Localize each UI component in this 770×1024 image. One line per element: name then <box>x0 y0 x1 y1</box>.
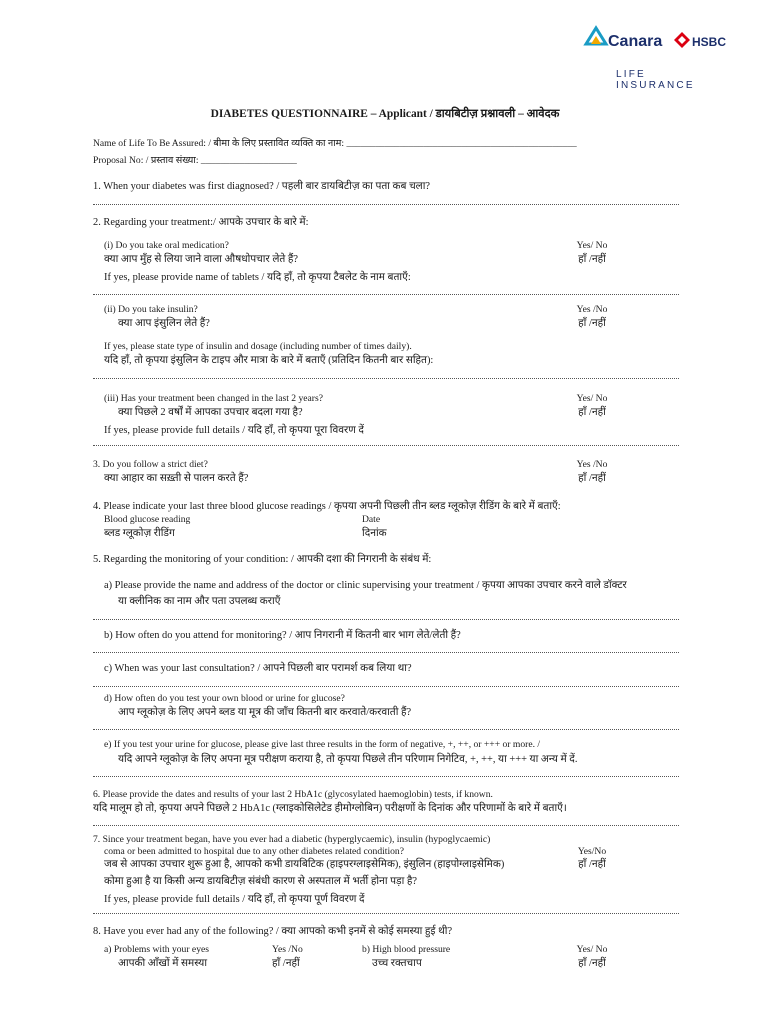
q2-iii-question: (iii) Has your treatment been changed in the last 2 years? <box>104 393 323 404</box>
q8-a-eye-problems: a) Problems with your eyes <box>104 944 209 955</box>
q5-d-answer-line[interactable] <box>93 729 679 730</box>
q8-a-yes-no-hindi[interactable]: हाँ /नहीं <box>272 958 300 969</box>
q5-d-question-hindi: आप ग्लूकोज़ के लिए अपने ब्लड या मूत्र की जाँच कितनी बार करवाते/करवाती हैं? <box>118 707 412 718</box>
canara-hsbc-logo <box>578 22 727 91</box>
q2-ii-question-hindi: क्या आप इंसुलिन लेते हैं? <box>118 318 210 329</box>
q8-question: 8. Have you ever had any of the following? / क्या आपको कभी इनमें से कोई समस्या हुई थी? <box>93 926 453 937</box>
q3-yes-no[interactable]: Yes /No <box>576 459 608 470</box>
q5-e-answer-line[interactable] <box>93 776 679 777</box>
q5-b-answer-line[interactable] <box>93 652 679 653</box>
q2-iii-yes-no[interactable]: Yes/ No <box>576 393 608 404</box>
q7-answer-line[interactable] <box>93 913 679 914</box>
q8-b-yes-no-hindi[interactable]: हाँ /नहीं <box>578 958 606 969</box>
q2-i-answer-line[interactable] <box>93 294 679 295</box>
q4-col-blood-glucose-hindi: ब्लड ग्लूकोज़ रीडिंग <box>104 528 175 539</box>
q8-a-eye-problems-hindi: आपकी आँखों में समस्या <box>118 958 208 969</box>
q2-iii-followup: If yes, please provide full details / यदि हाँ, तो कृपया पूरा विवरण दें <box>104 425 364 436</box>
q2-iii-answer-line[interactable] <box>93 445 679 446</box>
q7-question-hindi: जब से आपका उपचार शुरू हुआ है, आपको कभी डायबिटिक (हाइपरग्लाइसेमिक), इंसुलिन (हाइपोग्लाइसेमिक) <box>104 859 505 870</box>
q2-iii-question-hindi: क्या पिछले 2 वर्षों में आपका उपचार बदला गया है? <box>118 407 303 418</box>
q8-b-high-blood-pressure-hindi: उच्च रक्तचाप <box>372 958 422 969</box>
q4-col-date-hindi: दिनांक <box>362 528 387 539</box>
q7-yes-no-hindi[interactable]: हाँ /नहीं <box>578 859 606 870</box>
q2-iii-yes-no-hindi[interactable]: हाँ /नहीं <box>578 407 606 418</box>
q2-i-yes-no-hindi[interactable]: हाँ /नहीं <box>578 254 606 265</box>
q5-question: 5. Regarding the monitoring of your condition: / आपकी दशा की निगरानी के संबंध में: <box>93 554 432 565</box>
q1-answer-line[interactable] <box>93 204 679 205</box>
q6-question: 6. Please provide the dates and results of your last 2 HbA1c (glycosylated haemoglobin) tests, if known. <box>93 789 493 800</box>
q5-c-question: c) When was your last consultation? / आपने पिछली बार परामर्श कब लिया था? <box>104 663 412 674</box>
q5-e-question-hindi: यदि आपने ग्लूकोज़ के लिए अपना मूत्र परीक्षण कराया है, तो कृपया पिछले तीन परिणाम निगेटिव, +, ++, या +++ या अन्य में दें. <box>118 754 578 765</box>
brand-name-hsbc: HSBC <box>692 35 727 49</box>
q5-e-question: e) If you test your urine for glucose, please give last three results in the form of negative, +, ++, or +++ or more. / <box>104 739 541 750</box>
q3-question-hindi: क्या आहार का सख़्ती से पालन करते हैं? <box>104 473 249 484</box>
page-title: DIABETES QUESTIONNAIRE – Applicant / डायबिटीज़ प्रश्नावली – आवेदक <box>210 108 560 120</box>
q6-question-hindi: यदि मालूम हो तो, कृपया अपने पिछले 2 HbA1c (ग्लाइकोसिलेटेड हीमोग्लोबिन) परीक्षणों के दिनांक और परिणामों के बारे में बताएँ। <box>93 803 567 814</box>
q8-b-yes-no[interactable]: Yes/ No <box>576 944 608 955</box>
q2-ii-followup: If yes, please state type of insulin and dosage (including number of times daily). <box>104 341 412 352</box>
q2-i-question: (i) Do you take oral medication? <box>104 240 229 251</box>
q7-question-line2: coma or been admitted to hospital due to any other diabetes related condition? <box>104 846 404 857</box>
q7-question: 7. Since your treatment began, have you ever had a diabetic (hyperglycaemic), insulin (hypoglycaemic) <box>93 834 491 845</box>
brand-name-canara: Canara <box>608 33 663 50</box>
q5-a-question: a) Please provide the name and address of the doctor or clinic supervising your treatment / कृपया आपका उपचार करने वाले डॉक्टर <box>104 580 627 591</box>
q2-question: 2. Regarding your treatment:/ आपके उपचार के बारे में: <box>93 217 309 228</box>
q1-question: 1. When your diabetes was first diagnosed? / पहली बार डायबिटीज़ का पता कब चला? <box>93 181 431 192</box>
q8-a-yes-no[interactable]: Yes /No <box>272 944 303 955</box>
q2-i-followup: If yes, please provide name of tablets / यदि हाँ, तो कृपया टैबलेट के नाम बताएँ: <box>104 272 411 283</box>
name-of-life-assured-field[interactable]: Name of Life To Be Assured: / बीमा के लिए प्रस्तावित व्यक्ति का नाम: ________________________________________________ <box>93 138 577 149</box>
q2-i-question-hindi: क्या आप मुँह से लिया जाने वाला औषधोपचार लेते हैं? <box>104 254 299 265</box>
q5-a-question-line2: या क्लीनिक का नाम और पता उपलब्ध कराएँ <box>118 596 281 607</box>
q2-ii-yes-no-hindi[interactable]: हाँ /नहीं <box>578 318 606 329</box>
q7-yes-no[interactable]: Yes/No <box>577 846 607 857</box>
q5-a-answer-line[interactable] <box>93 619 679 620</box>
brand-tagline: LIFE INSURANCE <box>616 69 695 91</box>
q2-ii-followup-hindi: यदि हाँ, तो कृपया इंसुलिन के टाइप और मात्रा के बारे में बताएँ (प्रतिदिन कितनी बार सहित): <box>104 355 434 366</box>
q4-col-date: Date <box>362 514 381 525</box>
q3-yes-no-hindi[interactable]: हाँ /नहीं <box>578 473 606 484</box>
q2-ii-yes-no[interactable]: Yes /No <box>576 304 608 315</box>
q5-b-question: b) How often do you attend for monitoring? / आप निगरानी में कितनी बार भाग लेते/लेती हैं? <box>104 630 461 641</box>
q2-ii-question: (ii) Do you take insulin? <box>104 304 198 315</box>
q2-ii-answer-line[interactable] <box>93 378 679 379</box>
q2-i-yes-no[interactable]: Yes/ No <box>576 240 608 251</box>
q4-col-blood-glucose: Blood glucose reading <box>104 514 191 525</box>
q8-b-high-blood-pressure: b) High blood pressure <box>362 944 451 955</box>
proposal-number-field[interactable]: Proposal No: / प्रस्ताव संख्या: ____________________ <box>93 155 297 166</box>
q6-answer-line[interactable] <box>93 825 679 826</box>
q3-question: 3. Do you follow a strict diet? <box>93 459 208 470</box>
q7-followup: If yes, please provide full details / यदि हाँ, तो कृपया पूर्ण विवरण दें <box>104 894 365 905</box>
q4-question: 4. Please indicate your last three blood glucose readings / कृपया अपनी पिछली तीन ब्लड ग्लूकोज़ रीडिंग के बारे में बताएँ: <box>93 501 561 512</box>
q7-question-hindi-line2: कोमा हुआ है या किसी अन्य डायबिटीज़ संबंधी कारण से अस्पताल में भर्ती होना पड़ा है? <box>104 876 417 887</box>
q5-c-answer-line[interactable] <box>93 686 679 687</box>
q5-d-question: d) How often do you test your own blood or urine for glucose? <box>104 693 345 704</box>
